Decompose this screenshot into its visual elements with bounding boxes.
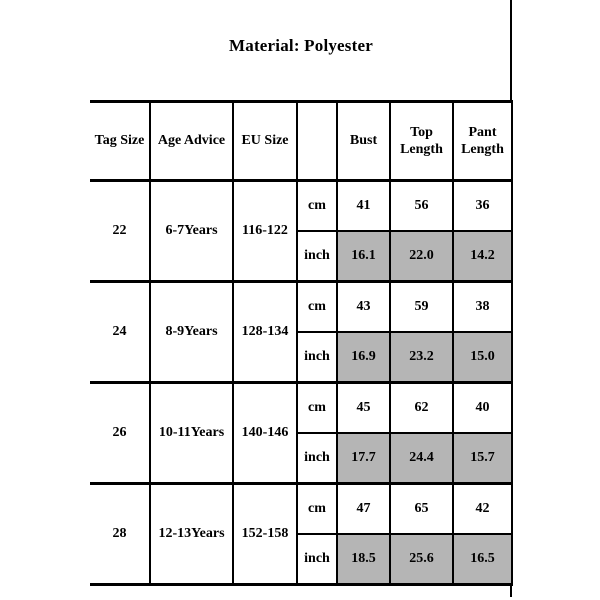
table-row-cm — [90, 181, 512, 232]
bust-inch-cell: 16.1 — [337, 231, 390, 282]
pant-length-cm-cell: 36 — [453, 181, 512, 232]
pant-length-inch-cell: 16.5 — [453, 534, 512, 585]
top-length-inch-cell: 23.2 — [390, 332, 453, 383]
bust-cm-cell: 41 — [337, 181, 390, 232]
eu-size-cell: 116-122 — [233, 181, 297, 282]
pant-length-inch-cell: 14.2 — [453, 231, 512, 282]
table-row-cm — [90, 383, 512, 434]
bust-inch-cell: 18.5 — [337, 534, 390, 585]
pant-length-inch-cell: 15.7 — [453, 433, 512, 484]
bust-cm-cell: 47 — [337, 484, 390, 535]
header-unit — [297, 102, 337, 181]
header-age-advice: Age Advice — [150, 102, 233, 181]
unit-cm-cell: cm — [297, 181, 337, 232]
unit-inch-cell: inch — [297, 534, 337, 585]
age-advice-cell: 12-13Years — [150, 484, 233, 585]
top-length-inch-cell: 25.6 — [390, 534, 453, 585]
unit-cm-cell: cm — [297, 383, 337, 434]
material-title: Material: Polyester — [229, 36, 373, 55]
age-advice-cell: 10-11Years — [150, 383, 233, 484]
bust-inch-cell: 16.9 — [337, 332, 390, 383]
pant-length-cm-cell: 38 — [453, 282, 512, 333]
age-advice-cell: 8-9Years — [150, 282, 233, 383]
top-length-cm-cell: 56 — [390, 181, 453, 232]
eu-size-cell: 152-158 — [233, 484, 297, 585]
header-bust: Bust — [337, 102, 390, 181]
unit-inch-cell: inch — [297, 332, 337, 383]
pant-length-cm-cell: 42 — [453, 484, 512, 535]
top-length-inch-cell: 22.0 — [390, 231, 453, 282]
top-length-cm-cell: 59 — [390, 282, 453, 333]
header-eu-size: EU Size — [233, 102, 297, 181]
header-pant-length: Pant Length — [453, 102, 512, 181]
pant-length-inch-cell: 15.0 — [453, 332, 512, 383]
unit-inch-cell: inch — [297, 231, 337, 282]
tag-size-cell: 22 — [90, 181, 150, 282]
unit-inch-cell: inch — [297, 433, 337, 484]
bust-cm-cell: 43 — [337, 282, 390, 333]
header-row — [90, 102, 512, 181]
eu-size-cell: 128-134 — [233, 282, 297, 383]
table-row-cm — [90, 282, 512, 333]
unit-cm-cell: cm — [297, 484, 337, 535]
bust-inch-cell: 17.7 — [337, 433, 390, 484]
age-advice-cell: 6-7Years — [150, 181, 233, 282]
bust-cm-cell: 45 — [337, 383, 390, 434]
unit-cm-cell: cm — [297, 282, 337, 333]
header-tag-size: Tag Size — [90, 102, 150, 181]
pant-length-cm-cell: 40 — [453, 383, 512, 434]
header-top-length: Top Length — [390, 102, 453, 181]
table-row-cm — [90, 484, 512, 535]
top-length-cm-cell: 62 — [390, 383, 453, 434]
top-length-inch-cell: 24.4 — [390, 433, 453, 484]
tag-size-cell: 26 — [90, 383, 150, 484]
top-length-cm-cell: 65 — [390, 484, 453, 535]
size-chart-table — [90, 100, 513, 586]
tag-size-cell: 24 — [90, 282, 150, 383]
eu-size-cell: 140-146 — [233, 383, 297, 484]
tag-size-cell: 28 — [90, 484, 150, 585]
